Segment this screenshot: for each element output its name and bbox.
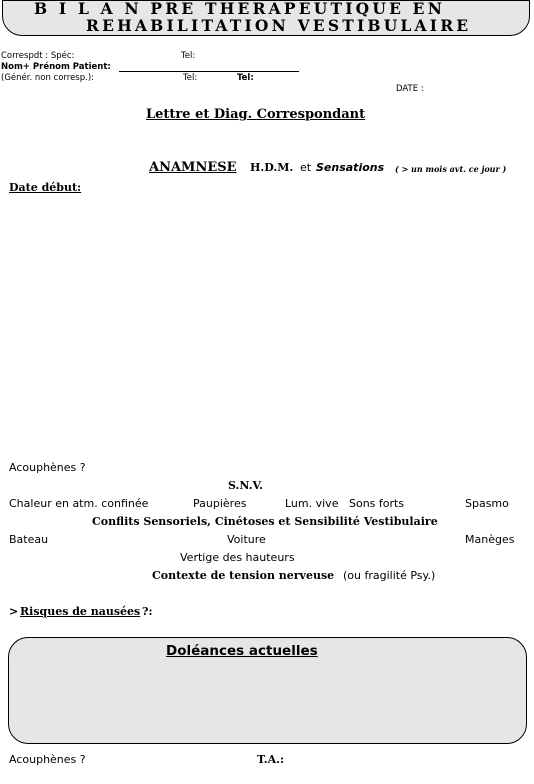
patient-name-label: Nom+ Prénom Patient: xyxy=(1,62,111,72)
anamnese-heading: ANAMNESE xyxy=(149,160,237,175)
sensations-label: Sensations xyxy=(316,161,385,174)
vertige-hauteurs: Vertige des hauteurs xyxy=(180,551,295,564)
doleances-heading: Doléances actuelles xyxy=(166,643,318,659)
risques-label: Risques de nausées xyxy=(20,605,141,618)
contexte-heading: Contexte de tension nerveuse xyxy=(152,569,335,582)
snv-item-chaleur: Chaleur en atm. confinée xyxy=(9,497,149,510)
tel-label-1: Tel: xyxy=(181,51,196,61)
hdm-label: H.D.M. xyxy=(250,161,294,174)
correspondant-label: Correspdt : Spéc: xyxy=(1,51,75,61)
acouphenes-question: Acouphènes ? xyxy=(9,461,86,474)
conflits-item-maneges: Manèges xyxy=(465,533,515,546)
et-label: et xyxy=(300,161,312,174)
snv-item-paupieres: Paupières xyxy=(193,497,247,510)
footer-acouphenes-question: Acouphènes ? xyxy=(9,753,86,766)
header-title-line2: REHABILITATION VESTIBULAIRE xyxy=(86,16,472,35)
snv-item-sons-forts: Sons forts xyxy=(349,497,405,510)
tel-label-3: Tel: xyxy=(237,73,254,83)
date-label: DATE : xyxy=(396,84,424,94)
conflits-item-bateau: Bateau xyxy=(9,533,49,546)
anamnese-note: ( > un mois avt. ce jour ) xyxy=(395,164,507,174)
patient-name-line xyxy=(119,71,299,72)
conflits-heading: Conflits Sensoriels, Cinétoses et Sensibilité Vestibulaire xyxy=(92,515,438,528)
generaliste-label: (Génér. non corresp.): xyxy=(1,73,95,83)
contexte-note: (ou fragilité Psy.) xyxy=(343,569,436,582)
ta-label: T.A.: xyxy=(257,753,285,766)
lettre-heading: Lettre et Diag. Correspondant xyxy=(146,107,366,122)
risques-prefix: > xyxy=(9,605,19,618)
header-title-line1: B I L A N PRE THERAPEUTIQUE EN xyxy=(34,0,446,18)
snv-item-spasmo: Spasmo xyxy=(465,497,509,510)
risques-suffix: ?: xyxy=(142,605,153,618)
snv-heading: S.N.V. xyxy=(228,479,264,492)
snv-item-lum-vive: Lum. vive xyxy=(285,497,339,510)
conflits-item-voiture: Voiture xyxy=(227,533,266,546)
tel-label-2: Tel: xyxy=(183,73,198,83)
date-debut-label: Date début: xyxy=(9,181,82,194)
